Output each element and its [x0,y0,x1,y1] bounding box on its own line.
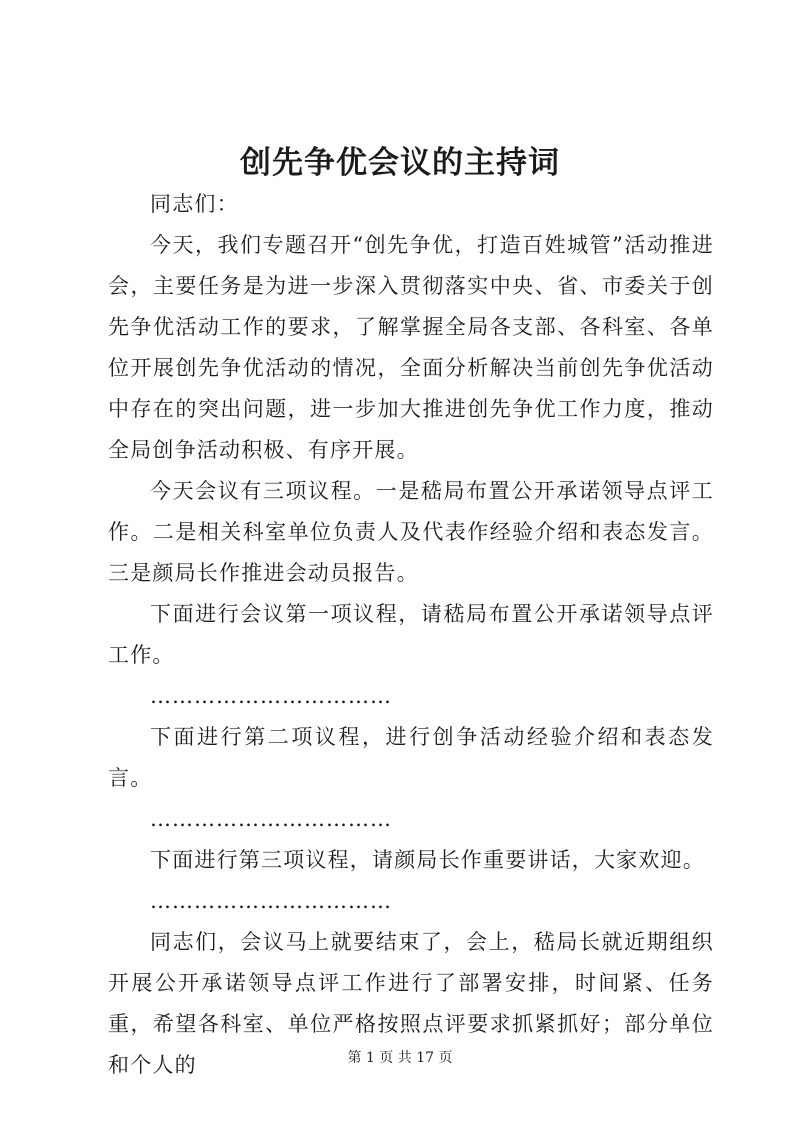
greeting-paragraph: 同志们： [150,192,239,216]
paragraph-item-two: 下面进行第二项议程，进行创争活动经验介绍和表态发言。 [108,725,714,790]
ellipsis-separator: …………………………… [150,684,392,708]
paragraph-agenda: 今天会议有三项议程。一是嵇局布置公开承诺领导点评工作。二是相关科室单位负责人及代表作经验介绍和表态发言。三是颜局长作推进会动员报告。 [108,479,714,585]
ellipsis-separator: …………………………… [150,807,392,831]
document-title: 创先争优会议的主持词 [240,145,560,181]
paragraph-opening: 今天，我们专题召开“创先争优，打造百姓城管”活动推进会，主要任务是为进一步深入贯彻落实中央、省、市委关于创先争优活动工作的要求，了解掌握全局各支部、各科室、各单位开展创先争优活动的情况，全面分析解决当前创先争优活动中存在的突出问题，进一步加大推进创先争优工作力度，推动全局创争活动积极、有序开展。 [108,233,714,462]
page-number-footer: 第 1 页 共 17 页 [347,1050,453,1066]
ellipsis-separator: …………………………… [150,889,392,913]
paragraph-item-three: 下面进行第三项议程，请颜局长作重要讲话，大家欢迎。 [150,848,705,872]
document-body [108,184,714,1086]
paragraph-closing: 同志们，会议马上就要结束了，会上，嵇局长就近期组织开展公开承诺领导点评工作进行了部署安排，时间紧、任务重，希望各科室、单位严格按照点评要求抓紧抓好；部分单位和个人的 [108,930,714,1077]
paragraph-item-one: 下面进行会议第一项议程，请嵇局布置公开承诺领导点评工作。 [108,602,714,667]
